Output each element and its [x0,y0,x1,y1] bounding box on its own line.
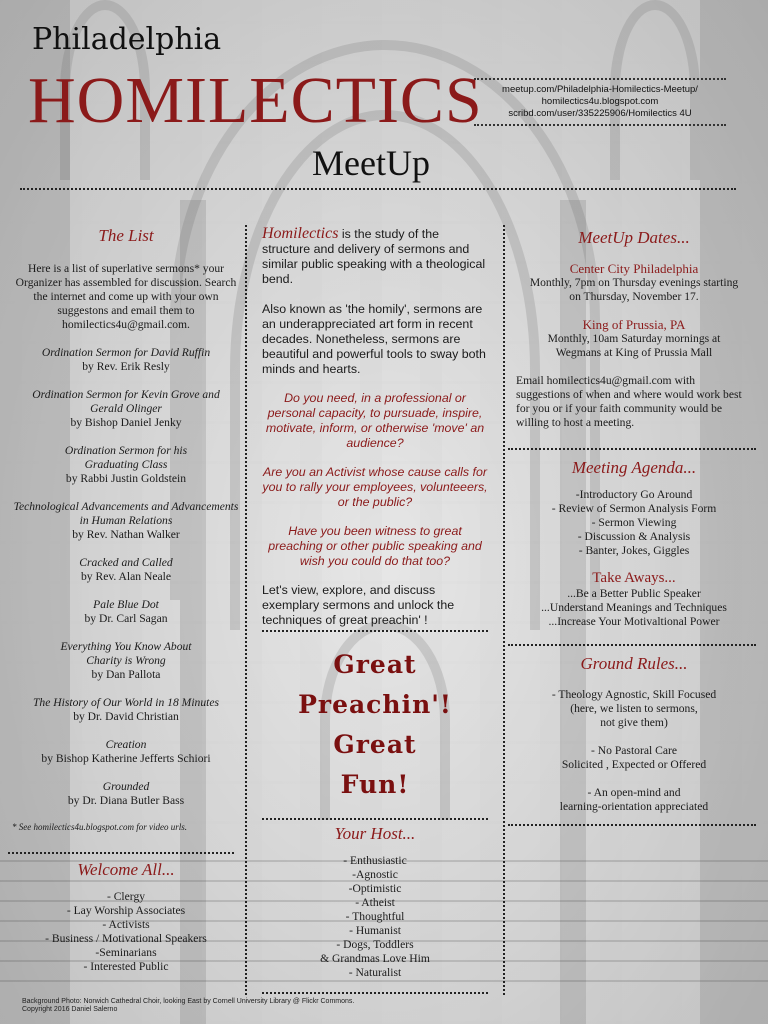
welcome-list [12,890,240,974]
list-item: - Interested Public [83,960,169,973]
list-footnote: * See homilectics4u.blogspot.com for video urls. [12,822,187,832]
agenda-list [516,488,752,558]
list-item: - An open-mind and [587,786,681,799]
homilectics-term: Homilectics [262,225,339,242]
link-meetup[interactable]: meetup.com/Philadelphia-Homilectics-Meetup/ [502,84,698,95]
sermon-item: Creation by Bishop Katherine Jefferts Schiori [41,738,211,765]
list-item: ...Understand Meanings and Techniques [541,601,727,614]
ground-rules-heading: Ground Rules... [580,654,688,673]
question-2: Are you an Activist whose cause calls for you to rally your employees, volunteeers, or the public? [262,465,488,509]
sermon-item: Ordination Sermon for Kevin Grove and Gerald Olinger by Bishop Daniel Jenky [32,388,220,429]
list-item: - Clergy [106,890,146,903]
slogan-line: Great [333,730,417,759]
list-item: - Activists [102,918,150,931]
list-item: - Enthusiastic [343,854,407,867]
list-item: ...Be a Better Public Speaker [567,587,701,600]
host-list [262,854,488,980]
rules-divider [508,644,756,646]
host-divider [262,818,488,820]
city-title: Philadelphia [32,22,222,57]
question-3: Have you been witness to great preaching or other public speaking and wish you could do that too? [268,524,482,568]
agenda-heading: Meeting Agenda... [571,458,697,477]
welcome-divider [8,852,234,854]
sermon-item: Ordination Sermon for his Graduating Class by Rabbi Justin Goldstein [64,444,188,485]
question-1: Do you need, in a professional or personal capacity, to pursuade, inspire, motivate, inform, or otherwise 'move' an audience? [265,391,485,450]
welcome-heading: Welcome All... [77,860,175,879]
list-item: - Atheist [355,896,395,909]
sermon-item: Everything You Know About Charity is Wrong by Dan Pallota [60,640,192,681]
intro-section [262,226,488,628]
list-item: -Introductory Go Around [575,488,693,501]
main-title: HOMILECTICS [28,64,483,137]
list-item: -Agnostic [352,868,398,881]
sermon-item: Pale Blue Dot by Dr. Carl Sagan [84,598,168,625]
agenda-section [516,458,752,629]
list-item: - Sermon Viewing [591,516,677,529]
email-note: Email homilectics4u@gmail.com with suggestions of when and where would work best for you or if your faith community would be willing to host a meeting. [516,374,742,429]
slogan-line: Great [333,650,417,679]
sermon-item: Cracked and Called by Rev. Alan Neale [79,556,173,583]
welcome-section [12,860,240,974]
slogan-top-divider [262,630,488,632]
list-item [516,730,752,744]
list-item [516,772,752,786]
dates-section [516,226,752,430]
header-divider [20,188,736,190]
takeaways-list [516,587,752,629]
list-item: - No Pastoral Care [591,744,677,757]
right-column-divider [503,225,505,995]
list-item: ...Increase Your Motivaltional Power [548,615,720,628]
takeaways-heading: Take Aways... [592,570,676,586]
host-heading: Your Host... [334,824,416,843]
list-item: & Grandmas Love Him [320,952,430,965]
sermon-item: Ordination Sermon for David Ruffin by Rev. Erik Resly [41,346,211,373]
bottom-divider [262,992,488,994]
dates-heading: MeetUp Dates... [578,228,690,247]
list-item: not give them) [600,716,668,729]
the-list-heading: The List [98,226,154,245]
list-item: Solicited , Expected or Offered [561,758,707,771]
the-list-section [12,226,240,832]
list-item: -Seminarians [95,946,157,959]
ground-rules-section [516,654,752,814]
location-1-schedule: Monthly, 7pm on Thursday evenings starting on Thursday, November 17. [529,276,739,303]
header [0,0,768,190]
sermon-item: Technological Advancements and Advancements in Human Relations by Rev. Nathan Walker [13,500,239,541]
slogan [262,645,488,805]
the-list-intro: Here is a list of superlative sermons* your Organizer has assembled for discussion. Search the internet and come up with your own suggestons and email them to homilectics4u@gmail.com. [15,262,237,331]
links-box [474,78,726,126]
sermon-item: The History of Our World in 18 Minutes by Dr. David Christian [32,696,220,723]
homily-paragraph: Also known as 'the homily', sermons are an underappreciated art form in recent decades. Nonetheless, sermons are beautiful and powerful tools to sway both minds and hearts. [262,302,486,376]
list-item: - Dogs, Toddlers [336,938,414,951]
left-column-divider [245,225,247,995]
location-2-schedule: Monthly, 10am Saturday mornings at Wegmans at King of Prussia Mall [547,332,721,359]
list-item: - Lay Worship Associates [66,904,186,917]
link-scribd[interactable]: scribd.com/user/335225906/Homilectics 4U [508,108,692,119]
list-item: - Theology Agnostic, Skill Focused [551,688,717,701]
subtitle: MeetUp [312,143,430,183]
slogan-line: Preachin'! [298,690,452,719]
list-item: - Thoughtful [345,910,405,923]
agenda-divider [508,448,756,450]
list-item: learning-orientation appreciated [559,800,709,813]
homilectics-definition: Homilectics is the study of the structure and delivery of sermons and similar public speaking with a theological bend. [262,225,486,286]
photo-credit: Background Photo: Norwich Cathedral Choir, looking East by Cornell University Library @ Flickr Commons. Copyright 2016 Daniel Salerno [22,998,355,1013]
list-item: - Discussion & Analysis [577,530,691,543]
location-2: King of Prussia, PA [582,317,686,332]
list-item: (here, we listen to sermons, [570,702,698,715]
slogan-line: Fun! [340,770,410,799]
list-item: - Review of Sermon Analysis Form [551,502,717,515]
location-1: Center City Philadelphia [569,261,699,276]
list-item: - Naturalist [348,966,402,979]
link-blog[interactable]: homilectics4u.blogspot.com [541,96,659,107]
list-item: - Humanist [349,924,401,937]
sermon-item: Grounded by Dr. Diana Butler Bass [67,780,185,807]
rules-bottom-divider [508,824,756,826]
list-item: -Optimistic [348,882,402,895]
list-item: - Business / Motivational Speakers [45,932,207,945]
closing-paragraph: Let's view, explore, and discuss exemplary sermons and unlock the techniques of great preachin' ! [262,583,455,627]
host-section [262,824,488,980]
ground-rules-list [516,688,752,814]
list-item: - Banter, Jokes, Giggles [578,544,690,557]
